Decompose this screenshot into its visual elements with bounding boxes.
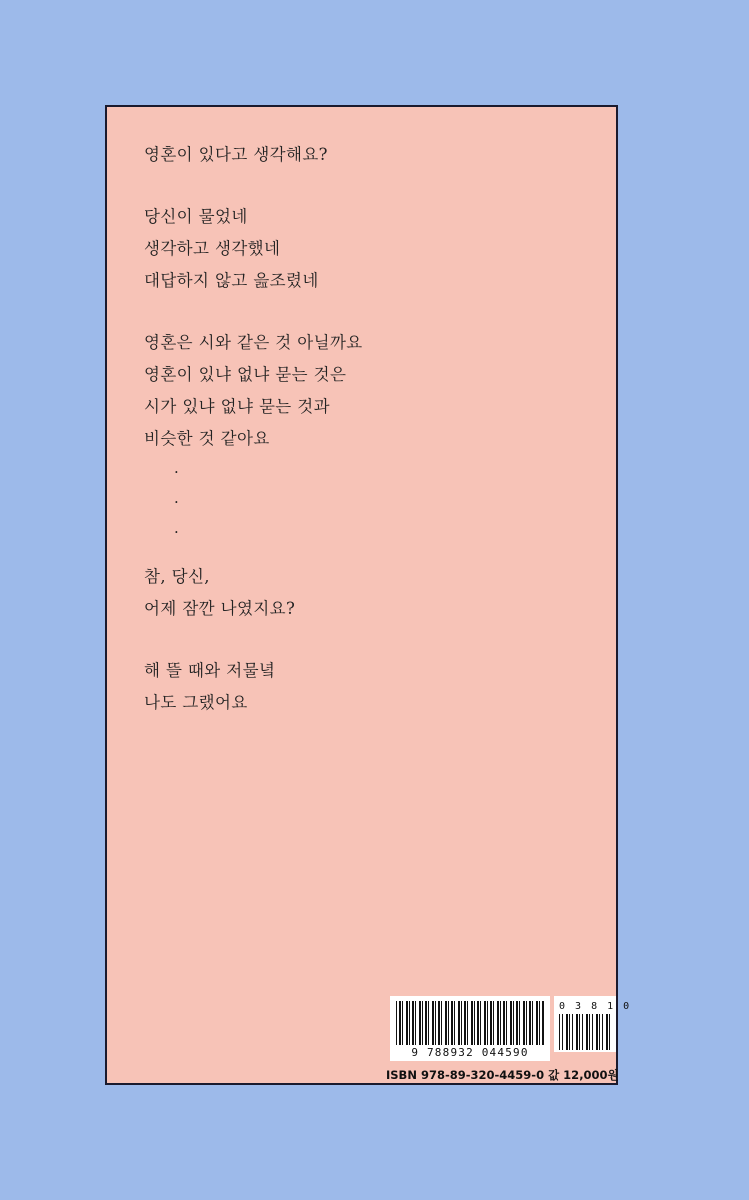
addon-digits: 0 3 8 1 0	[559, 1001, 632, 1012]
ellipsis-dot: ·	[174, 463, 179, 481]
barcode-bars-icon	[396, 1001, 544, 1045]
poem-line: 나도 그랬어요	[144, 693, 248, 712]
poem-line: 해 뜰 때와 저물녘	[144, 661, 276, 680]
poem-ellipsis	[144, 457, 592, 547]
barcode-images	[386, 996, 632, 1061]
isbn-price-text: ISBN 978-89-320-4459-0 값 12,000원	[386, 1068, 619, 1082]
poem-line: 당신이 물었네	[144, 207, 248, 226]
poem-line: 생각하고 생각했네	[144, 239, 281, 258]
poem-stanza	[144, 327, 592, 455]
poem-stanza	[144, 561, 592, 625]
ellipsis-dot: ·	[174, 493, 179, 511]
poem-line: 비슷한 것 같아요	[144, 429, 270, 448]
book-back-cover	[105, 105, 632, 1085]
barcode-bars-icon	[559, 1014, 611, 1050]
poem-line: 영혼이 있냐 없냐 묻는 것은	[144, 365, 347, 384]
poem-stanza	[144, 655, 592, 719]
poem-stanza	[144, 201, 592, 297]
poem-line: 대답하지 않고 읊조렸네	[144, 271, 319, 290]
poem-line: 시가 있냐 없냐 묻는 것과	[144, 397, 330, 416]
poem-line: 어제 잠깐 나였지요?	[144, 599, 296, 618]
poem-line: 영혼이 있다고 생각해요?	[144, 145, 328, 164]
ellipsis-dot: ·	[174, 523, 179, 541]
poem-line: 참, 당신,	[144, 567, 210, 586]
ean13-digits: 9 788932 044590	[411, 1046, 529, 1059]
poem-text	[144, 139, 592, 749]
poem-stanza	[144, 139, 592, 171]
addon-barcode	[554, 996, 632, 1052]
poem-line: 영혼은 시와 같은 것 아닐까요	[144, 333, 363, 352]
barcode-block	[386, 996, 632, 1083]
ean13-barcode	[390, 996, 550, 1061]
